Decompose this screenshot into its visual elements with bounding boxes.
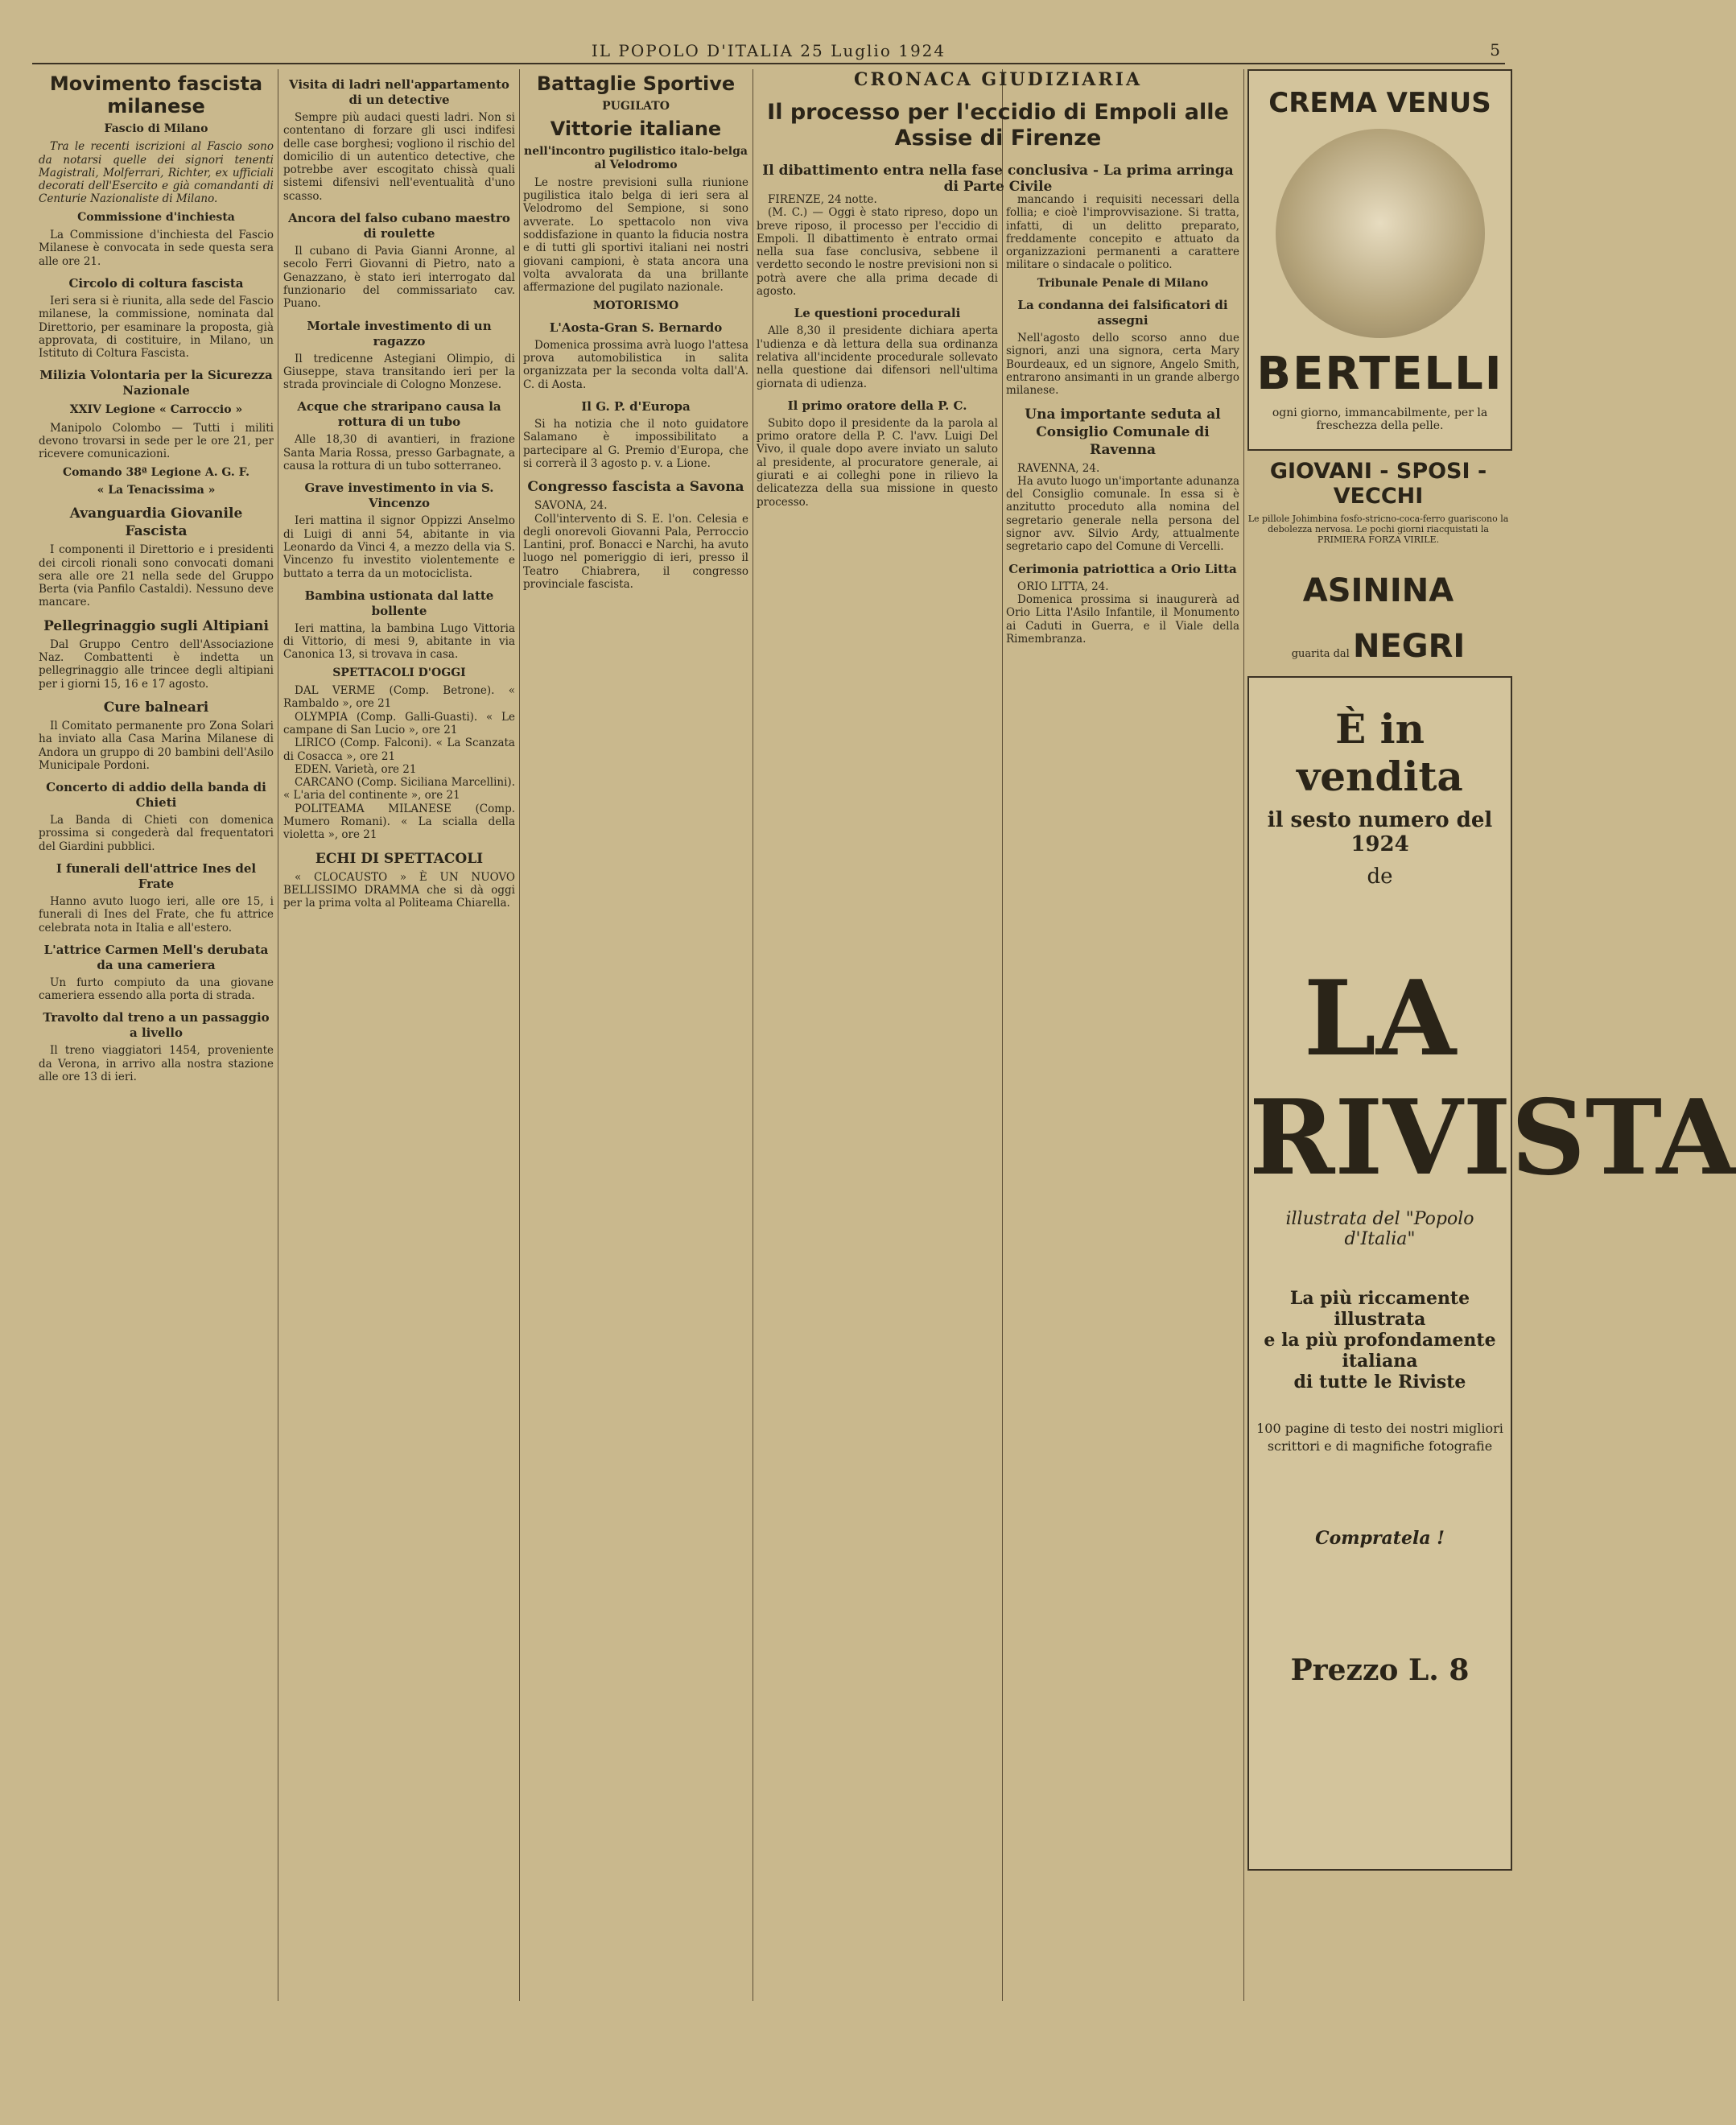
sport-body: Le nostre previsioni sulla riunione pugilistica italo belga di ieri sera al Velodromo del Sempione, si sono avverate. Lo spettacolo non viva soddisfazione in quanto la fiducia nostra e di tutti gli sportivi italiani nei nostri giovani campioni, è stata ancora una volta avvalorata da una brillante affermazione del pugilato nazionale. — [523, 175, 748, 295]
incontro-sub: nell'incontro pugilistico italo-belga al Velodromo — [524, 145, 748, 171]
spettacoli-item: EDEN. Varietà, ore 21 — [295, 762, 417, 776]
bertelli-brand: BERTELLI — [1256, 348, 1503, 400]
spettacoli-item: DAL VERME (Comp. Betrone). « Rambaldo », ore 21 — [283, 684, 515, 711]
cronaca-body7: Domenica prossima si inaugurerà ad Orio Litta l'Asilo Infantile, il Monumento ai Caduti in Guerra, e il Viale della Rimembranza. — [1006, 592, 1239, 646]
orio-place: ORIO LITTA, 24. — [1017, 580, 1109, 593]
milizia-title: Milizia Volontaria per la Sicurezza Nazionale — [39, 368, 273, 398]
cronaca-body4: mancando i requisiti necessari della follia; e cioè l'improvvisazione. Si tratta, infatti, di un delitto preparato, freddamente concepito e attuato da organizzazioni permanenti a carattere militare o sindacale o politico. — [1006, 193, 1239, 272]
column-4 — [757, 193, 998, 2125]
echi-title: ECHI DI SPETTACOLI — [315, 850, 484, 867]
cure-body: Il Comitato permanente pro Zona Solari ha inviato alla Casa Marina Milanese di Andora un gruppo di 20 bambini dell'Asilo Municipale Pordoni. — [39, 719, 274, 772]
mortale-body: Il tredicenne Astegiani Olimpio, di Giuseppe, stava transitando ieri per la strada provinciale di Cologno Monzese. — [283, 352, 515, 392]
falso-body: Il cubano di Pavia Gianni Aronne, al secolo Ferri Giovanni di Pietro, nato a Genazzano, è stato ieri interrogato dal funzionario del commissariato cav. Puano. — [283, 245, 515, 311]
cronaca-sub: Il dibattimento entra nella fase conclusiva - La prima arringa di Parte Civile — [762, 163, 1234, 195]
pellegrinaggio-title: Pellegrinaggio sugli Altipiani — [43, 617, 269, 634]
column-5 — [1006, 193, 1239, 2125]
de-label: de — [1367, 864, 1393, 889]
profondamente-label: e la più profondamente italiana — [1264, 1330, 1496, 1372]
cronaca-headline: Il processo per l'eccidio di Empoli alle Assise di Firenze — [767, 100, 1229, 151]
milizia-body: Manipolo Colombo — Tutti i militi devono trovarsi in sede per le ore 21, per ricevere comunicazioni. — [39, 421, 274, 461]
visita-title: Visita di ladri nell'appartamento di un detective — [289, 77, 509, 107]
tribunale-label: Tribunale Penale di Milano — [1037, 276, 1209, 290]
headline-movimento: Movimento fascista milanese — [49, 72, 263, 118]
cronaca-place: FIRENZE, 24 notte. — [768, 193, 877, 206]
bertelli-ad — [1247, 69, 1512, 451]
giovani-text: Le pillole Johimbina fosfo-stricno-coca-ferro guariscono la debolezza nervosa. Le pochi giorni riacquistati la PRIMIERA FORZA VIRILE. — [1247, 514, 1509, 545]
fascio-body: La Commissione d'inchiesta del Fascio Milanese è convocata in sede questa sera alle ore 21. — [39, 229, 274, 268]
woman-portrait-image — [1276, 129, 1485, 338]
asinina-ad — [1247, 573, 1509, 620]
concerto-body: La Banda di Chieti con domenica prossima si congederà dal frequentatori del Giardini pubblici. — [39, 814, 274, 853]
giovani-title: GIOVANI - SPOSI - VECCHI — [1269, 459, 1487, 509]
spettacoli-title: SPETTACOLI D'OGGI — [332, 666, 466, 679]
cerimonia-title: Cerimonia patriottica a Orio Litta — [1008, 561, 1237, 576]
prezzo-label: Prezzo L. 8 — [1290, 1653, 1470, 1687]
column-rule — [1002, 69, 1003, 2001]
rivista-ad — [1247, 676, 1736, 1871]
masthead-title: IL POPOLO D'ITALIA 25 Luglio 1924 — [591, 41, 946, 60]
illustrata-label: illustrata del "Popolo d'Italia" — [1285, 1209, 1474, 1249]
gp-title: Il G. P. d'Europa — [581, 399, 691, 415]
pagine-label: 100 pagine di testo dei nostri migliori scrittori e di magnifiche fotografie — [1256, 1421, 1503, 1454]
compratela-label: Compratela ! — [1315, 1528, 1445, 1549]
comando-title: Comando 38ª Legione A. G. F. — [62, 465, 250, 479]
column-1 — [39, 69, 274, 2001]
attrice-body: Un furto compiuto da una giovane cameriera essendo alla porta di strada. — [39, 976, 274, 1003]
circolo-title: Circolo di coltura fascista — [68, 275, 244, 291]
cronaca-body2: Alle 8,30 il presidente dichiara aperta l'udienza e dà lettura della sua ordinanza relativa all'incidente procedurale sollevato nella questione dai difensori nell'ultima giornata di udienza. — [757, 324, 998, 390]
column-rule — [519, 69, 520, 2001]
guarita-label: guarita dal — [1291, 648, 1350, 660]
giovani-ad — [1247, 459, 1509, 571]
oratore-title: Il primo oratore della P. C. — [787, 398, 967, 413]
crema-venus-label: CREMA VENUS — [1268, 87, 1491, 119]
questioni-title: Le questioni procedurali — [794, 306, 961, 321]
seduta-title: Una importante seduta al Consiglio Comunale di Ravenna — [1025, 406, 1221, 458]
ricca-label: La più riccamente illustrata — [1289, 1288, 1470, 1330]
avanguardia-title: Avanguardia Giovanile Fascista — [69, 505, 243, 540]
funerali-title: I funerali dell'attrice Ines del Frate — [56, 860, 257, 891]
ravenna-place: RAVENNA, 24. — [1017, 461, 1100, 475]
aosta-title: L'Aosta-Gran S. Bernardo — [549, 320, 723, 335]
fascio-intro: Tra le recenti iscrizioni al Fascio sono da notarsi quelle dei signori tenenti Magistrali, Molferrari, Richter, ex ufficiali decorati dell'Esercito e già comandanti di Centurie Nazionaliste di Milano. — [39, 140, 274, 206]
spettacoli-item: OLYMPIA (Comp. Galli-Guasti). « Le campane di San Lucio », ore 21 — [283, 710, 515, 737]
congresso-title: Congresso fascista a Savona — [527, 479, 744, 496]
avanguardia-body: I componenti il Direttorio e i presidenti dei circoli rionali sono convocati domani sera alle ore 21 nella sede del Gruppo Berta (via Panfilo Castaldi). Nessuno deve mancare. — [39, 543, 274, 609]
la-title: LA — [1303, 959, 1457, 1079]
travolto-body: Il treno viaggiatori 1454, proveniente da Verona, in arrivo alla nostra stazione alle ore 13 di ieri. — [39, 1044, 274, 1084]
circolo-body: Ieri sera si è riunita, alla sede del Fascio milanese, la commissione, nominata dal Direttorio, per esaminare la proposta, già approvata, di costituire, in Milano, un Istituto di Coltura Fascista. — [39, 294, 274, 361]
grave-body: Ieri mattina il signor Oppizzi Anselmo di Luigi di anni 54, abitante in via Leonardo da Vinci 4, a mezzo della via S. Vincenzo fu investito violentemente e buttato a terra da un motociclista. — [283, 514, 515, 580]
fascio-title: Fascio di Milano — [104, 122, 208, 135]
column-rule — [1243, 69, 1244, 2001]
comando-sub: « La Tenacissima » — [97, 483, 216, 497]
echi-body: « CLOCAUSTO » È UN NUOVO BELLISSIMO DRAMMA che si dà oggi per la prima volta al Politeama Chiarella. — [283, 870, 515, 910]
falso-title: Ancora del falso cubano maestro di roulette — [288, 211, 510, 241]
motorismo-label: MOTORISMO — [592, 299, 679, 312]
acque-body: Alle 18,30 di avantieri, in frazione Santa Maria Rossa, presso Garbagnate, a causa la rottura di un tubo sotterraneo. — [283, 433, 515, 473]
column-2 — [283, 69, 515, 2001]
asinina-title: ASININA — [1302, 572, 1454, 609]
column-3 — [523, 69, 748, 2001]
milizia-sub: XXIV Legione « Carroccio » — [69, 403, 243, 417]
cronaca-body5: Nell'agosto dello scorso anno due signori, anzi una signora, certa Mary Bourdeaux, ed un signore, Angelo Smith, entrarono ansimanti in un grande albergo milanese. — [1006, 332, 1239, 398]
bambina-title: Bambina ustionata dal latte bollente — [304, 588, 494, 618]
masthead — [32, 39, 1505, 64]
negri-title: NEGRI — [1352, 628, 1466, 665]
rivista-title: RIVISTA — [1249, 1078, 1736, 1199]
vittorie-headline: Vittorie italiane — [550, 118, 722, 141]
pellegrinaggio-body: Dal Gruppo Centro dell'Associazione Naz. Combattenti è indetta un pellegrinaggio alle trincee degli altipiani per i giorni 15, 16 e 17 agosto. — [39, 638, 274, 691]
tutte-label: di tutte le Riviste — [1293, 1372, 1466, 1393]
cronaca-body1: (M. C.) — Oggi è stato ripreso, dopo un breve riposo, il processo per l'eccidio di Empoli. Il dibattimento è entrato ormai nella sua fase conclusiva, sebbene il verdetto secondo le nostre previsioni non si potrà avere che alla prima decade di agosto. — [757, 206, 998, 299]
bambina-body: Ieri mattina, la bambina Lugo Vittoria di Vittorio, di mesi 9, abitante in via Canonica 13, si trovava in casa. — [283, 621, 515, 662]
spettacoli-item: CARCANO (Comp. Siciliana Marcellini). « L'aria del continente », ore 21 — [283, 776, 515, 803]
spettacoli-item: LIRICO (Comp. Falconi). « La Scanzata di Cosacca », ore 21 — [283, 737, 515, 763]
cronaca-section: CRONACA GIUDIZIARIA — [853, 69, 1143, 90]
cronaca-body3: Subito dopo il presidente da la parola al primo oratore della P. C. l'avv. Luigi Del Vivo, il quale dopo avere inviato un saluto al presidente, al procuratore generale, ai giurati e ai colleghi pone in rilievo la delicatezza della sua missione in questo processo. — [757, 416, 998, 509]
pugilato-label: PUGILATO — [602, 100, 670, 113]
bertelli-slogan: ogni giorno, immancabilmente, per la freschezza della pelle. — [1272, 406, 1488, 432]
travolto-title: Travolto dal treno a un passaggio a livello — [43, 1010, 270, 1041]
sesto-label: il sesto numero del 1924 — [1267, 808, 1493, 856]
aosta-body: Domenica prossima avrà luogo l'attesa prova automobilistica in salita organizzata per la seconda volta dall'A. C. di Aosta. — [523, 338, 748, 391]
funerali-body: Hanno avuto luogo ieri, alle ore 15, i funerali di Ines del Frate, che fu attrice celebrata nota in Italia e all'estero. — [39, 894, 274, 935]
acque-title: Acque che straripano causa la rottura di un tubo — [297, 399, 501, 430]
congresso-body: Coll'intervento di S. E. l'on. Celesia e degli onorevoli Giovanni Pala, Perroccio Lantini, prof. Bonacci e Narchi, ha avuto luogo nel pomeriggio di ieri, presso il Teatro Chiabrera, il congresso provinciale fascista. — [523, 512, 748, 592]
grave-title: Grave investimento in via S. Vincenzo — [304, 481, 494, 511]
attrice-title: L'attrice Carmen Mell's derubata da una cameriera — [43, 942, 269, 972]
mortale-title: Mortale investimento di un ragazzo — [307, 318, 492, 349]
fascio-sub: Commissione d'inchiesta — [77, 210, 235, 224]
cronaca-body6: Ha avuto luogo un'importante adunanza del Consiglio comunale. In essa si è anzitutto proceduto alla nomina del segretario generale nella persona del signor avv. Silvio Ardy, attualmente segretario capo del Comune di Vercelli. — [1006, 474, 1239, 554]
visita-body: Sempre più audaci questi ladri. Non si contentano di forzare gli usci indifesi delle case borghesi; vogliono il rischio del domicilio di un autentico detective, che potrebbe aver escogitato chissà quali sistemi difensivi nell'eventualità d'uno scasso. — [283, 111, 515, 203]
battaglie-head: Battaglie Sportive — [536, 72, 736, 95]
gp-body: Si ha notizia che il noto guidatore Salamano è impossibilitato a partecipare al G. Premio d'Europa, che si correrà il 3 agosto p. v. a Lione. — [523, 418, 748, 470]
cure-title: Cure balneari — [103, 699, 209, 716]
page-number: 5 — [1490, 40, 1500, 60]
negri-ad — [1247, 628, 1509, 665]
spettacoli-item: POLITEAMA MILANESE (Comp. Mumero Romani). « La scialla della violetta », ore 21 — [283, 802, 515, 842]
vendita-label: È in vendita — [1297, 705, 1463, 800]
condanna-title: La condanna dei falsificatori di assegni — [1017, 298, 1228, 328]
congresso-place: SAVONA, 24. — [534, 499, 608, 513]
concerto-title: Concerto di addio della banda di Chieti — [46, 780, 266, 811]
